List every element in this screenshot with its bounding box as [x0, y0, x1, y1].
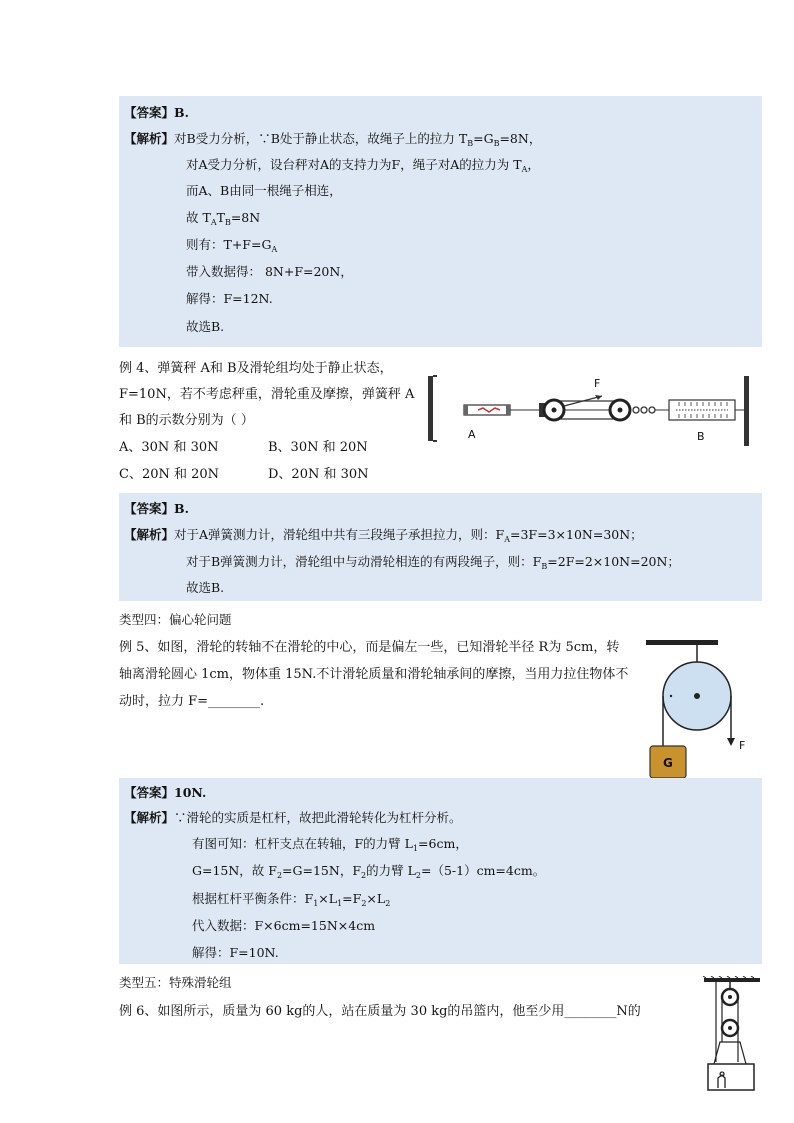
scale-a-end: [506, 405, 510, 415]
hook-link: [641, 407, 647, 413]
example-4-line-1: 例 4、弹簧秤 A和 B及滑轮组均处于静止状态，: [119, 361, 393, 376]
ceiling-hatch: [703, 976, 754, 978]
sub: 1: [337, 899, 343, 908]
analysis-1-line-6: 带入数据得： 8N+F=20N，: [186, 264, 353, 279]
answer-3: 【答案】10N.: [124, 785, 207, 800]
label-f: F: [594, 377, 601, 390]
right-wall: [744, 376, 749, 446]
example-5-figure: [640, 638, 760, 783]
sub: A: [210, 218, 217, 227]
pulley-center: [670, 695, 672, 697]
text: 的力臂 L: [366, 863, 416, 878]
text: 根据杠杆平衡条件：F: [192, 891, 314, 906]
text: =8N: [230, 210, 261, 225]
example-4-option-a: A、30N 和 30N: [119, 440, 219, 455]
label-b: B: [697, 430, 705, 443]
label-f: F: [739, 739, 746, 752]
basket-top: [714, 1042, 746, 1064]
example-4-option-c: C、20N 和 20N: [119, 467, 220, 482]
basket: [708, 1064, 754, 1090]
pulley-left-axle: [552, 408, 557, 413]
text: =6cm，: [418, 836, 468, 851]
analysis-1-line-7: 解得：F=12N.: [186, 291, 273, 306]
analysis-2-line-3: 故选B.: [186, 580, 225, 595]
analysis-3-line-5: 代入数据：F×6cm=15N×4cm: [192, 918, 376, 933]
text: 对A受力分析，设台秤对A的支持力为F，绳子对A的拉力为 T: [186, 157, 522, 172]
example-5-line-1: 例 5、如图，滑轮的转轴不在滑轮的中心，而是偏左一些，已知滑轮半径 R为 5cm，转: [119, 640, 620, 655]
analysis-label: 【解析】: [124, 527, 175, 542]
example-6-line-1: 例 6、如图所示，质量为 60 kg的人，站在质量为 30 kg的吊篮内，他至少用________N的: [119, 1004, 641, 1019]
analysis-3-line-3: [192, 863, 545, 879]
analysis-3-line-1: [124, 810, 462, 826]
analysis-label: 【解析】: [124, 810, 175, 825]
left-wall: [428, 376, 433, 441]
analysis-2-line-1: [124, 527, 643, 543]
analysis-3-line-2: [192, 836, 468, 852]
analysis-label: 【解析】: [124, 131, 175, 146]
text: ×L: [366, 891, 386, 906]
sub: B: [493, 139, 500, 148]
analysis-1-line-2: [186, 157, 540, 173]
text: ∵滑轮的实质是杠杆，故把此滑轮转化为杠杆分析。: [174, 810, 462, 825]
analysis-1-line-8: 故选B.: [186, 319, 225, 334]
example-4-line-3: 和 B的示数分别为（ ）: [119, 413, 254, 428]
pulley-axle: [694, 693, 700, 699]
sub: 2: [361, 899, 367, 908]
sub: B: [224, 218, 231, 227]
movable-pulley-axle: [728, 1026, 732, 1030]
text: G=15N，故 F: [192, 863, 277, 878]
analysis-1-line-5: [186, 237, 277, 253]
analysis-2-line-2: [186, 554, 680, 570]
left-wall-bracket: [433, 376, 437, 441]
text: =G=15N，F: [282, 863, 361, 878]
sub: 2: [276, 871, 283, 880]
fixed-pulley-axle: [728, 995, 732, 999]
example-4-figure: [424, 370, 756, 450]
text: =2F=2×10N=20N；: [547, 554, 680, 569]
section-heading-type-4: 类型四：偏心轮问题: [119, 612, 232, 627]
text: ，: [527, 157, 540, 172]
text: =3F=3×10N=30N；: [510, 527, 643, 542]
example-5-line-2: 轴离滑轮圆心 1cm，物体重 15N.不计滑轮质量和滑轮轴承间的摩擦，当用力拉住物体不: [119, 667, 629, 682]
label-g: G: [663, 756, 673, 770]
pulley-right-axle: [618, 408, 623, 413]
sub: B: [467, 139, 474, 148]
answer-1: 【答案】B.: [124, 105, 189, 120]
example-4-option-b: B、30N 和 20N: [268, 440, 368, 455]
ceiling: [704, 978, 760, 982]
analysis-1-line-1: [124, 131, 541, 147]
text: 对B受力分析，∵B处于静止状态，故绳子上的拉力 T: [174, 131, 468, 146]
section-heading-type-5: 类型五：特殊滑轮组: [119, 975, 232, 990]
sub: A: [504, 535, 510, 544]
example-6-figure: [700, 976, 764, 1096]
analysis-3-line-6: 解得：F=10N.: [192, 945, 279, 960]
sub: 1: [313, 899, 319, 908]
sub: B: [541, 562, 548, 571]
hook-link: [633, 407, 639, 413]
text: ×L: [318, 891, 338, 906]
text: T: [216, 210, 225, 225]
example-4-option-d: D、20N 和 30N: [268, 467, 369, 482]
analysis-1-line-4: [186, 210, 260, 226]
example-5-line-3: 动时，拉力 F=________.: [119, 694, 265, 709]
sub: 2: [361, 871, 367, 880]
sub: 1: [412, 844, 419, 853]
analysis-1-line-3: 而A、B由同一根绳子相连，: [186, 183, 342, 198]
force-arrowhead: [727, 738, 735, 746]
text: =G: [473, 131, 494, 146]
text: 对于A弹簧测力计，滑轮组中共有三段绳子承担拉力，则：F: [174, 527, 505, 542]
sub: A: [271, 245, 278, 254]
text: =（5-1）cm=4cm。: [420, 863, 546, 878]
ceiling: [646, 640, 718, 645]
analysis-3-line-4: [192, 891, 390, 907]
sub: A: [521, 165, 528, 174]
text: 对于B弹簧测力计，滑轮组中与动滑轮相连的有两段绳子，则：F: [186, 554, 542, 569]
example-4-line-2: F=10N，若不考虑秤重，滑轮重及摩擦，弹簧秤 A: [119, 387, 415, 402]
text: 有图可知：杠杆支点在转轴，F的力臂 L: [192, 836, 413, 851]
text: 则有：T+F=G: [186, 237, 272, 252]
hook-link: [649, 407, 655, 413]
text: =F: [342, 891, 362, 906]
answer-2: 【答案】B.: [124, 501, 189, 516]
text: =8N，: [499, 131, 542, 146]
scale-a-end: [464, 405, 468, 415]
label-a: A: [468, 428, 476, 441]
sub: 2: [415, 871, 421, 880]
sub: 2: [385, 899, 391, 908]
text: 故 T: [186, 210, 211, 225]
